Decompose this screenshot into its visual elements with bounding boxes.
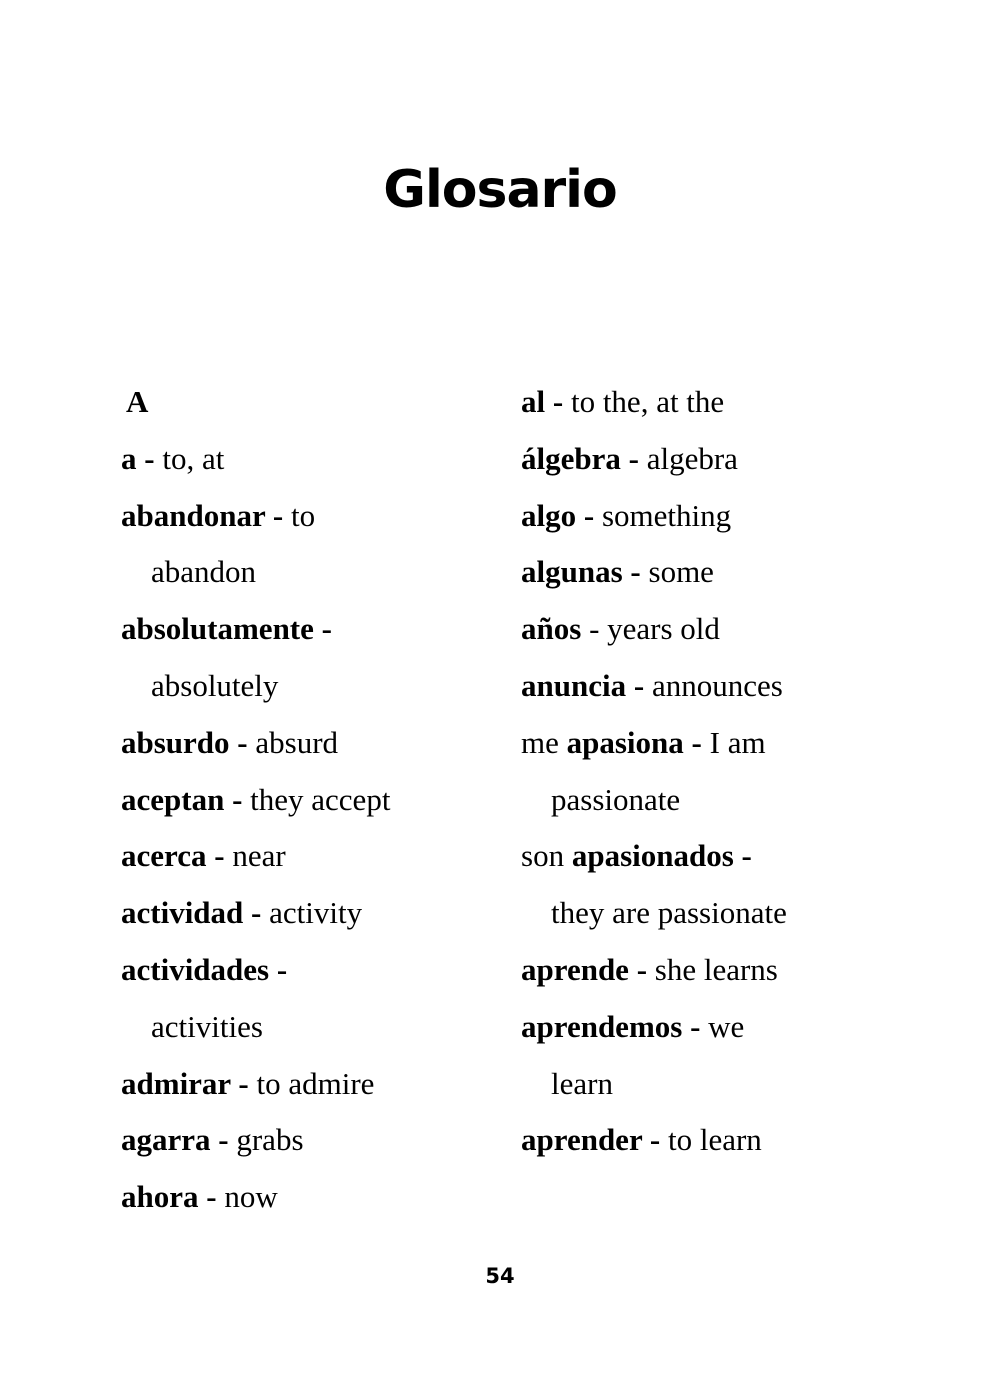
entry-definition: years old	[607, 611, 720, 647]
entry-definition: we	[708, 1008, 745, 1044]
glossary-entry	[121, 942, 501, 999]
entry-term: absurdo	[121, 724, 230, 760]
entry-term: apasionados	[571, 838, 734, 874]
entry-prefix: me	[521, 724, 567, 760]
entry-term: admirar	[121, 1065, 231, 1101]
entry-term: anuncia	[521, 667, 627, 703]
entry-separator: -	[313, 611, 332, 647]
glossary-entry	[121, 488, 501, 545]
entry-term: aprender	[521, 1122, 643, 1158]
entry-definition: near	[232, 838, 286, 874]
entry-definition: algebra	[646, 440, 738, 476]
entry-term: años	[521, 611, 582, 647]
glossary-entry	[121, 885, 501, 942]
entry-separator: -	[198, 1179, 225, 1215]
glossary-entry	[121, 828, 501, 885]
entry-definition: to	[291, 497, 316, 533]
glossary-entry	[121, 431, 501, 488]
entry-definition: now	[224, 1179, 278, 1215]
entry-separator: -	[581, 611, 608, 647]
entry-term: al	[521, 384, 546, 419]
glossary-entry	[521, 828, 901, 885]
entry-definition: activity	[269, 895, 363, 931]
entry-definition: to learn	[667, 1122, 762, 1158]
entry-definition-continued: passionate	[551, 781, 681, 817]
glossary-entry	[521, 658, 901, 715]
glossary-entry	[521, 999, 901, 1056]
entry-prefix: son	[521, 838, 572, 874]
glossary-entry	[521, 488, 901, 545]
glossary-left-column	[121, 374, 501, 1226]
entry-definition: announces	[651, 667, 783, 703]
glossary-entry	[521, 715, 901, 772]
entry-definition: something	[601, 497, 732, 533]
entry-term: algunas	[521, 554, 623, 590]
glossary-entry	[121, 1112, 501, 1169]
entry-term: aceptan	[121, 781, 225, 817]
entry-term: absolutamente	[121, 611, 314, 647]
entry-separator: -	[243, 895, 270, 931]
entry-definition: to the, at the	[570, 384, 725, 419]
right-entries	[521, 374, 901, 1169]
entry-separator: -	[230, 1065, 257, 1101]
glossary-entry	[521, 942, 901, 999]
entry-separator: -	[229, 724, 256, 760]
entry-term: actividades	[121, 951, 270, 987]
entry-separator: -	[642, 1122, 668, 1158]
glossary-entry	[121, 772, 501, 829]
entry-separator: -	[210, 1122, 237, 1158]
entry-term: actividad	[121, 895, 244, 931]
glossary-right-column	[521, 374, 901, 1169]
entry-definition: she learns	[654, 951, 778, 987]
entry-term: acerca	[121, 838, 207, 874]
glossary-entry	[121, 715, 501, 772]
entry-definition-continued: activities	[151, 1008, 263, 1044]
entry-definition-continued: learn	[551, 1065, 613, 1101]
entry-definition-continued: absolutely	[151, 667, 279, 703]
section-letter-heading: A	[126, 384, 149, 419]
glossary-entry	[521, 601, 901, 658]
glossary-entry	[121, 1056, 501, 1113]
entry-term: apasiona	[566, 724, 684, 760]
entry-term: aprendemos	[521, 1008, 683, 1044]
entry-definition: to admire	[256, 1065, 375, 1101]
entry-separator: -	[622, 554, 649, 590]
entry-separator: -	[576, 497, 602, 533]
entry-term: a	[121, 440, 137, 476]
entry-separator: -	[683, 724, 710, 760]
entry-term: aprende	[521, 951, 629, 987]
entry-term: agarra	[121, 1122, 211, 1158]
glossary-entry	[521, 374, 901, 431]
entry-separator: -	[733, 838, 752, 874]
page-title: Glosario	[383, 160, 617, 220]
entry-definition: grabs	[236, 1122, 304, 1158]
entry-separator: -	[136, 440, 163, 476]
entry-term: ahora	[121, 1179, 199, 1215]
entry-term: álgebra	[521, 440, 621, 476]
left-entries	[121, 431, 501, 1226]
entry-definition: absurd	[255, 724, 339, 760]
entry-separator: -	[620, 440, 647, 476]
entry-definition-continued: abandon	[151, 554, 257, 590]
glossary-entry	[521, 544, 901, 601]
glossary-entry	[121, 1169, 501, 1226]
entry-separator: -	[626, 667, 652, 703]
entry-separator: -	[545, 384, 571, 419]
entry-definition: to, at	[162, 440, 225, 476]
glossary-entry	[521, 1112, 901, 1169]
entry-definition: some	[648, 554, 714, 590]
glossary-entry	[521, 431, 901, 488]
entry-term: abandonar	[121, 497, 266, 533]
entry-separator: -	[265, 497, 291, 533]
entry-definition: I am	[709, 724, 766, 760]
glossary-entry	[121, 601, 501, 658]
entry-definition-continued: they are passionate	[551, 895, 787, 931]
entry-separator: -	[269, 951, 288, 987]
entry-separator: -	[224, 781, 251, 817]
entry-definition: they accept	[250, 781, 391, 817]
entry-separator: -	[682, 1008, 709, 1044]
entry-term: algo	[521, 497, 577, 533]
entry-separator: -	[206, 838, 233, 874]
page-number: 54	[485, 1264, 515, 1288]
entry-separator: -	[628, 951, 655, 987]
